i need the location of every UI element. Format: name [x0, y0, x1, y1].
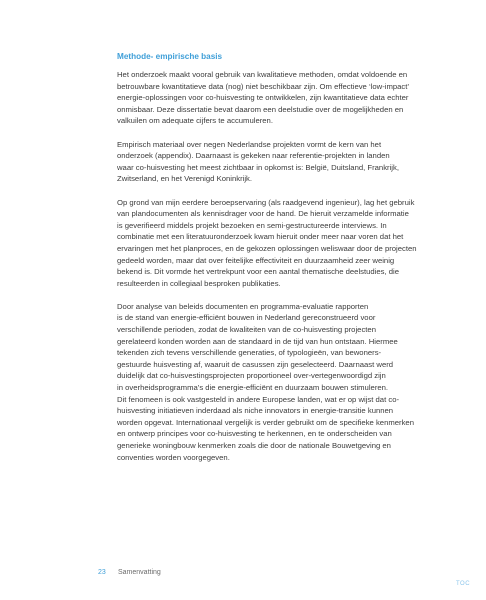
- text-line: Het onderzoek maakt vooral gebruik van kwalitatieve methoden, omdat voldoende en: [117, 70, 408, 79]
- text-line: waar co-huisvesting het meest zichtbaar in opkomst is: België, Duitsland, Frankrijk,: [117, 162, 399, 172]
- text-line: in overheidsprogramma’s die energie-efficiënt en duurzaam bouwen stimuleren.: [117, 383, 389, 393]
- text-line: is de stand van energie-efficiënt bouwen in Nederland gereconstrueerd voor: [117, 313, 376, 323]
- toc-link[interactable]: TOC: [456, 581, 471, 587]
- text-line: Dit fenomeen is ook vastgesteld in andere Europese landen, wat er op wijst dat co-: [117, 394, 400, 404]
- text-line: conventies worden voorgegeven.: [117, 452, 230, 462]
- text-line: van plandocumenten als kennisdrager voor de hand. De hieruit verzamelde informatie: [117, 209, 409, 219]
- text-line: Op grond van mijn eerdere beroepservaring (als raadgevend ingenieur), lag het gebruik: [117, 197, 415, 207]
- text-line: is geverifieerd middels projekt bezoeken en semi-gestructureerde interviews. In: [117, 220, 387, 230]
- chapter-title: Samenvatting: [118, 569, 161, 576]
- paragraph: [117, 197, 443, 290]
- text-line: worden opgevat. Internationaal vergelijk is verder gebruikt om de specifieke kenmerken: [117, 417, 414, 427]
- text-line: resulteerden in collegiaal besproken publikaties.: [117, 278, 281, 288]
- text-line: gerelateerd konden worden aan de standaard in de tijd van hun ontstaan. Hiermee: [117, 336, 398, 346]
- paragraph: [117, 139, 443, 185]
- text-line: en ontwerp principes voor co-huisvesting te herkennen, en te onderscheiden van: [117, 429, 392, 439]
- text-line: onderzoek (appendix). Daarnaast is gekeken naar referentie-projekten in landen: [117, 151, 390, 161]
- body-text: [117, 69, 443, 475]
- text-line: Door analyse van beleids documenten en programma-evaluatie rapporten: [117, 301, 369, 311]
- paragraph: [117, 69, 443, 127]
- text-line: Zwitserland, en het Verenigd Koninkrijk.: [117, 174, 253, 184]
- text-line: gestuurde huisvesting af, waaruit de casussen zijn geselecteerd. Daarnaast werd: [117, 359, 394, 369]
- text-line: bekend is. Dit vormde het vertrekpunt voor een aantal thematische deelstudies, die: [117, 267, 400, 277]
- text-line: betrouwbare kwantitatieve data (nog) niet beschikbaar zijn. Om effectieve ‘low-impact’: [117, 81, 410, 91]
- text-line: generieke woningbouw kenmerken zoals die door de nationale Bouwetgeving en: [117, 441, 391, 450]
- text-line: ervaringen met het planproces, en de gekozen oplossingen weliswaar door de projecten: [117, 243, 417, 253]
- text-line: tekenden zich tevens verschillende generaties, of typologieën, van bewoners-: [117, 348, 382, 358]
- text-line: gedeeld worden, maar dat over feitelijke effectiviteit en duurzaamheid zeer weinig: [117, 255, 395, 265]
- page-footer: [98, 568, 161, 577]
- text-line: combinatie met een literatuuronderzoek kwam hieruit onder meer naar voren dat het: [117, 232, 404, 242]
- paragraph: [117, 301, 443, 463]
- text-line: huisvesting initiatieven inderdaad als niche innovators in energie-transitie kunnen: [117, 406, 394, 416]
- text-line: energie-oplossingen voor co-huisvesting te ontwikkelen, zijn kwantitatieve data echter: [117, 93, 409, 103]
- page-number: 23: [98, 569, 106, 576]
- text-line: onmisbaar. Deze dissertatie bevat daarom een deelstudie over de mogelijkheden en: [117, 104, 404, 114]
- section-heading: Methode- empirische basis: [117, 52, 223, 61]
- text-line: duidelijk dat co-huisvestingsprojecten proportioneel over-vertegenwoordigd zijn: [117, 371, 386, 381]
- text-line: Empirisch materiaal over negen Nederlandse projekten vormt de kern van het: [117, 139, 382, 149]
- text-line: valkuilen om adequate cijfers te accumuleren.: [117, 116, 273, 126]
- text-line: verschillende perioden, zodat de kwaliteiten van de co-huisvesting projecten: [117, 325, 376, 335]
